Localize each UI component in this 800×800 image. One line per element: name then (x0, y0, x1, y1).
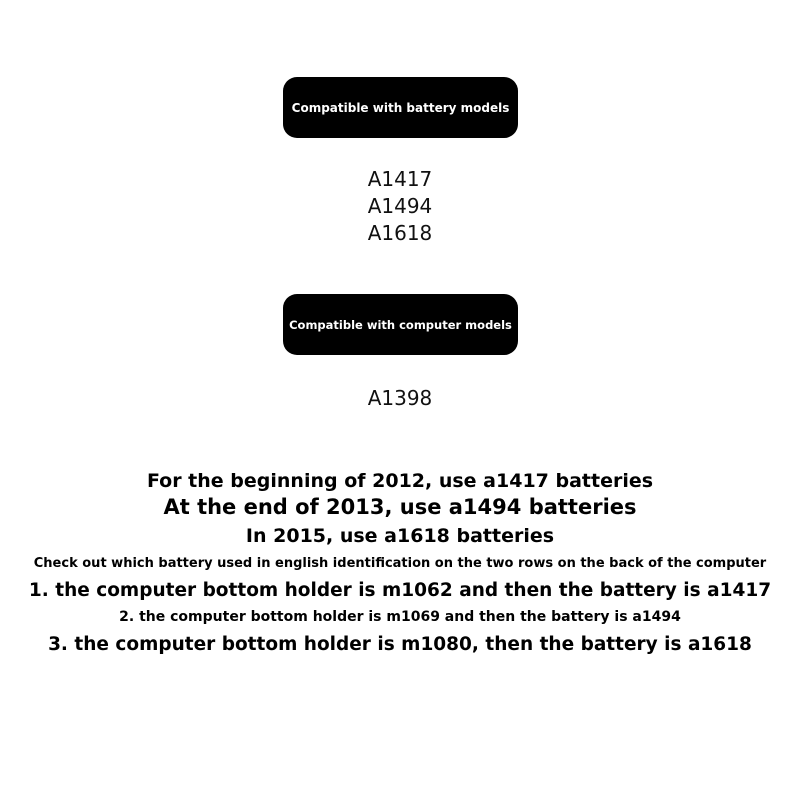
computer-model-list (0, 385, 800, 412)
note-step-3: 3. the computer bottom holder is m1080, then the battery is a1618 (48, 634, 752, 655)
note-2013: At the end of 2013, use a1494 batteries (163, 495, 637, 519)
note-step-2: 2. the computer bottom holder is m1069 and then the battery is a1494 (119, 609, 681, 625)
computer-models-badge-label: Compatible with computer models (289, 317, 512, 332)
note-2012: For the beginning of 2012, use a1417 batteries (146, 470, 654, 492)
battery-models-badge-label: Compatible with battery models (291, 100, 510, 115)
battery-model-list (0, 166, 800, 247)
note-identification: Check out which battery used in english identification on the two rows on the back of the computer (33, 556, 767, 571)
battery-models-badge (283, 77, 518, 138)
computer-model-item: A1398 (367, 386, 433, 410)
battery-model-item: A1494 (367, 194, 433, 218)
computer-models-badge (283, 294, 518, 355)
battery-model-item: A1417 (367, 167, 433, 191)
note-2015: In 2015, use a1618 batteries (245, 525, 555, 547)
note-step-1: 1. the computer bottom holder is m1062 and then the battery is a1417 (28, 580, 772, 601)
battery-model-item: A1618 (367, 221, 433, 245)
